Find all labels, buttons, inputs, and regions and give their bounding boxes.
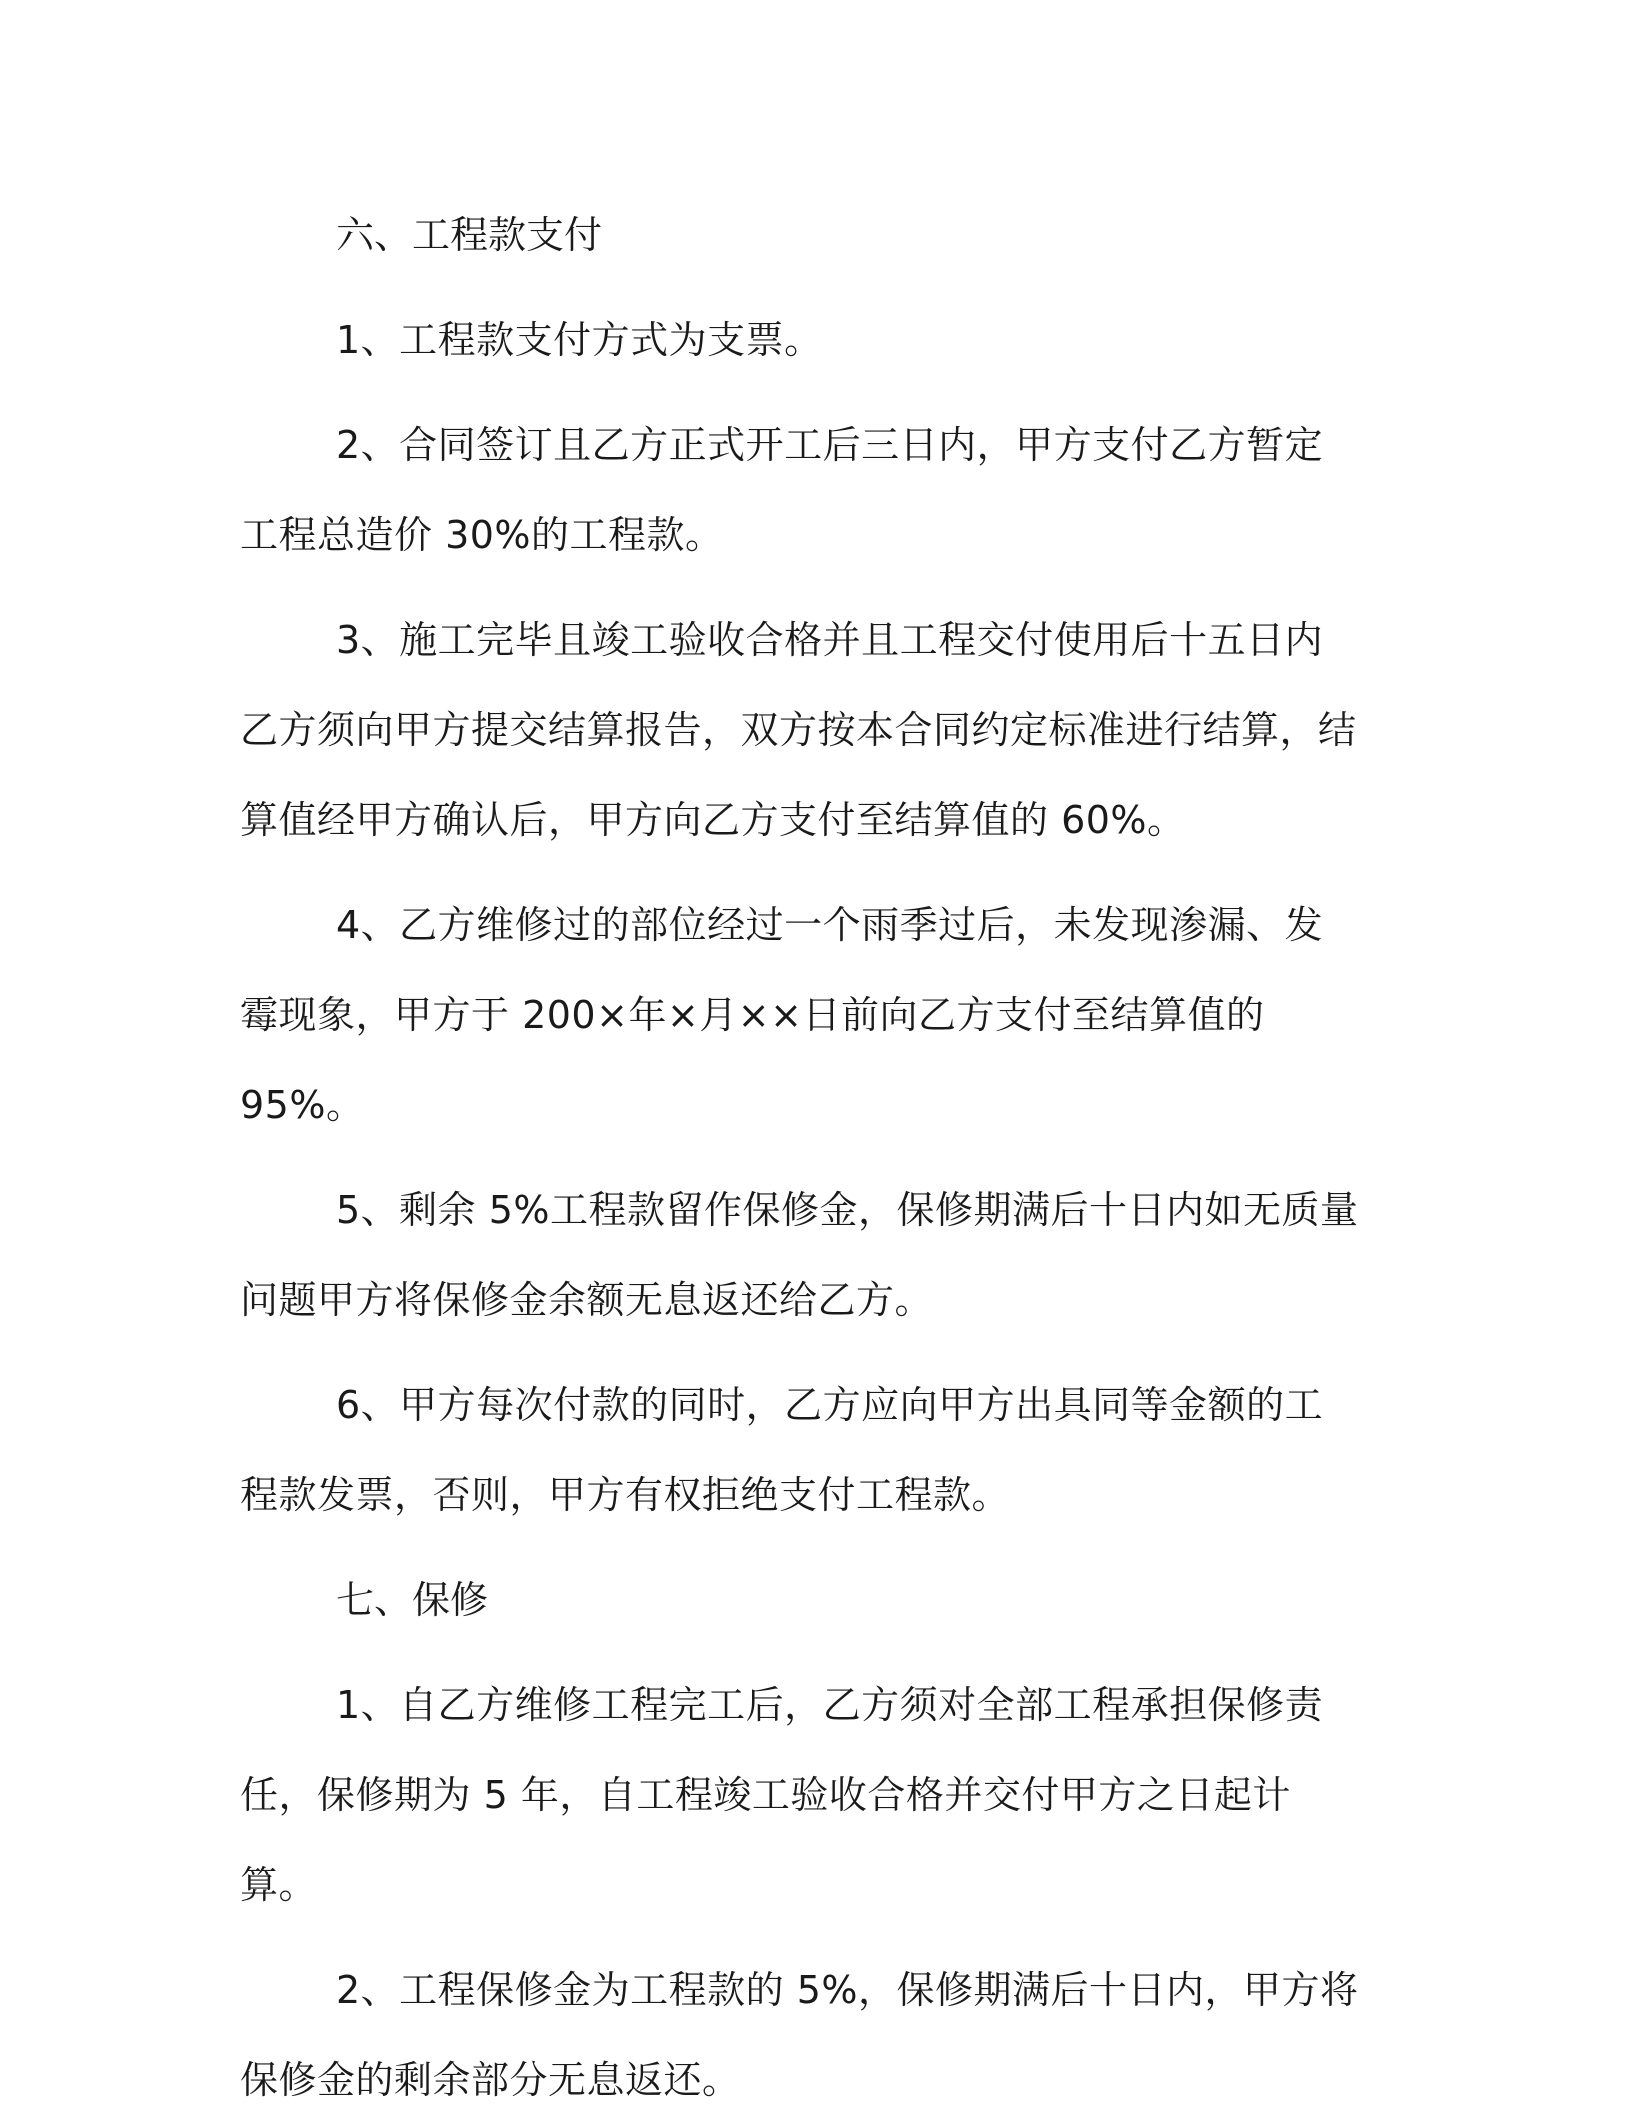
section-7-heading: 七、保修 bbox=[336, 1578, 489, 1622]
section-6-item-3: 3、施工完毕且竣工验收合格并且工程交付使用后十五日内乙方须向甲方提交结算报告，双方按本合同约定标准进行结算，结算值经甲方确认后，甲方向乙方支付至结算值的 60%。 bbox=[240, 618, 1357, 842]
section-6-item-2: 2、合同签订且乙方正式开工后三日内，甲方支付乙方暂定工程总造价 30%的工程款。 bbox=[240, 423, 1324, 557]
section-6-item-5: 5、剩余 5%工程款留作保修金，保修期满后十日内如无质量问题甲方将保修金余额无息返还给乙方。 bbox=[240, 1188, 1359, 1322]
section-7-item-2: 2、工程保修金为工程款的 5%，保修期满后十日内，甲方将保修金的剩余部分无息返还。 bbox=[240, 1968, 1359, 2102]
section-6-item-4: 4、乙方维修过的部位经过一个雨季过后，未发现渗漏、发霉现象，甲方于 200×年×月××日前向乙方支付至结算值的 95%。 bbox=[240, 903, 1324, 1127]
document-page bbox=[240, 190, 1360, 2125]
section-6-item-1: 1、工程款支付方式为支票。 bbox=[336, 318, 823, 362]
section-6-heading: 六、工程款支付 bbox=[336, 213, 603, 257]
section-6-item-6: 6、甲方每次付款的同时，乙方应向甲方出具同等金额的工程款发票，否则，甲方有权拒绝支付工程款。 bbox=[240, 1383, 1324, 1517]
section-7-item-1: 1、自乙方维修工程完工后，乙方须对全部工程承担保修责任，保修期为 5 年，自工程竣工验收合格并交付甲方之日起计算。 bbox=[240, 1683, 1324, 1907]
